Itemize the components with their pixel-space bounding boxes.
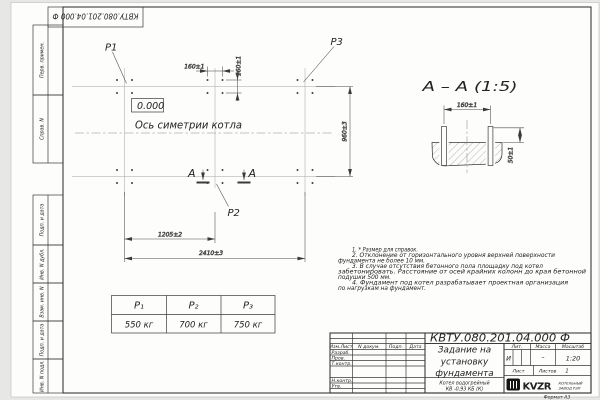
p2-label: P2 <box>227 208 240 219</box>
titleblock-row-nkontr: Н.контр. <box>331 378 353 384</box>
note-line-1: 1. * Размер для справок. <box>352 247 419 254</box>
elevation-label: 0.000 <box>137 101 165 112</box>
symmetry-axis-label: Ось симетрии котла <box>135 118 243 132</box>
titleblock-mass-value: – <box>541 354 545 362</box>
load-table-header-p1: P₁ <box>133 300 145 312</box>
titleblock-row-prov: Пров. <box>331 356 346 362</box>
titleblock-title-line3: фундамента <box>435 369 494 380</box>
titleblock-col-izm: Изм.Лист <box>329 345 353 350</box>
p3-label: P3 <box>330 37 343 48</box>
load-table <box>112 296 276 334</box>
titleblock-list-label: Лист <box>512 369 525 375</box>
titleblock-scale-label: Масштаб <box>561 345 585 350</box>
section-mark-letter-left: A <box>188 167 196 180</box>
dim-label-section-160: 160±1 <box>456 102 478 109</box>
note-line-3: фундамента не более 10 мм. <box>338 258 426 265</box>
titleblock-scale-value: 1:20 <box>565 354 581 363</box>
titleblock-mass-label: Масса <box>535 345 551 350</box>
note-line-6: подушки 500 мм. <box>338 275 392 281</box>
section-title: А – А (1:5) <box>421 80 518 95</box>
margin-cell-inv-podl: Инв. N подл. <box>40 360 46 392</box>
dim-label-1205: 1205±2 <box>157 231 183 239</box>
titleblock-col-podp: Подп. <box>388 345 404 350</box>
titleblock-doc-number: КВТУ.080.201.04.000 Ф <box>430 332 570 345</box>
kvzr-logo-sub2: ЗАВОД РЭП <box>558 386 581 391</box>
load-table-header-p2: P₂ <box>188 300 199 312</box>
titleblock-listov-label: Листов <box>538 369 557 375</box>
technical-notes <box>338 248 586 293</box>
note-line-4: 3. В случае отсутствия бетонного пола площадку под котел <box>352 264 544 270</box>
p1-label: P1 <box>105 42 118 54</box>
dim-label-50: 50±1 <box>507 146 515 164</box>
kvzr-logo-sub1: КОТЕЛЬНЫЙ <box>558 381 583 386</box>
margin-cell-podp-data-1: Подп. и дата <box>40 203 46 237</box>
kvzr-logo-text: KVZR <box>522 381 551 393</box>
margin-cell-inv-dubl: Инв. N дубл. <box>40 248 46 280</box>
titleblock-row-tkontr: Т.контр. <box>331 361 352 367</box>
load-table-value-p3: 750 кг <box>233 320 263 331</box>
note-line-5: забетонировать. Расстояние от осей крайних колонн до края бетонной <box>338 269 587 276</box>
note-line-2: 2. Отклонение от горизонтального уровня верхней поверхности <box>352 253 556 259</box>
doc-number-stamp-text: КВТУ.080.201.04.000 Ф <box>52 11 139 21</box>
margin-cell-vzam-inv: Взам. инв. N <box>40 286 46 318</box>
titleblock-row-utv: Утв. <box>331 384 342 390</box>
load-table-value-p2: 700 кг <box>179 320 208 331</box>
margin-cell-sprav-n: Справ. N <box>40 118 46 140</box>
titleblock-listov-value: 1 <box>565 368 569 375</box>
titleblock-product-line2: КВ -0,93 КБ (К) <box>445 387 484 393</box>
load-table-header-p3: P₃ <box>242 300 254 312</box>
titleblock-lit-value: И <box>506 354 511 363</box>
note-line-8: по нагрузкам на фундамент. <box>338 286 427 292</box>
format-note: Формат А3 <box>543 395 571 400</box>
titleblock-lit-label: Лит. <box>511 345 523 350</box>
section-mark-letter-right: A <box>248 167 257 180</box>
titleblock-product-line1: Котел водогрейный <box>439 381 490 387</box>
titleblock-col-ndoc: N докум. <box>358 345 380 350</box>
margin-cell-perv-primen: Перв. примен. <box>40 41 46 79</box>
dim-label-160h: 160±1 <box>184 63 205 71</box>
dim-label-160v: 160±1 <box>235 55 243 77</box>
titleblock-col-data: Дата <box>409 345 422 350</box>
load-table-value-p1: 550 кг <box>124 320 154 331</box>
note-line-7: 4. Фундамент под котел разрабатывает проектная организация <box>352 280 569 287</box>
titleblock-row-razrab: Разраб. <box>331 350 350 356</box>
titleblock-title-line2: установку <box>440 357 489 368</box>
margin-cell-podp-data-2: Подп. и дата <box>40 323 46 357</box>
titleblock-title-line1: Задание на <box>437 345 492 356</box>
dim-label-960: 960±3 <box>341 121 349 142</box>
dim-label-2410: 2410±3 <box>198 250 224 257</box>
